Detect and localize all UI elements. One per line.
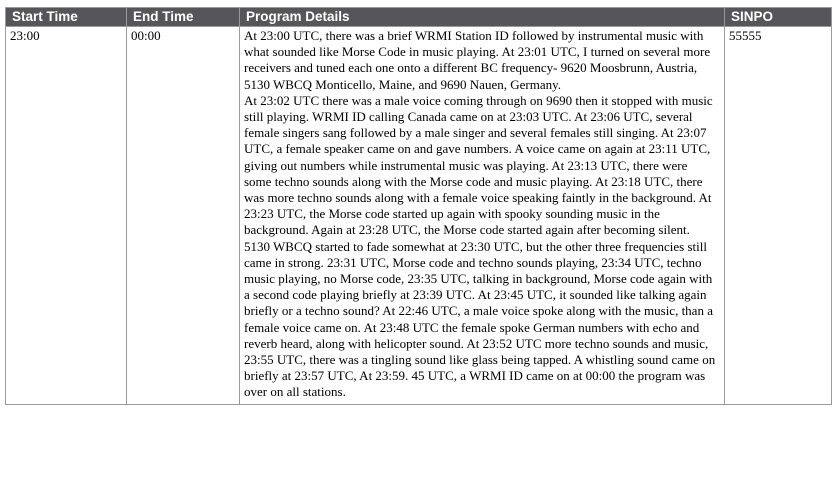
details-paragraph: At 23:00 UTC, there was a brief WRMI Station ID followed by instrumental music with what sounded like Morse Code in music playing. At 23:01 UTC, I turned on several more receivers and tuned each one onto a different BC frequency- 9620 Moosbrunn, Austria, 5130 WBCQ Monticello, Maine, and 9690 Nauen, Germany. [244,28,711,92]
sinpo-cell: 55555 [725,27,832,405]
header-end-time: End Time [127,8,240,27]
table-row [6,27,832,405]
header-program-details: Program Details [240,8,725,27]
details-paragraph: At 23:02 UTC there was a male voice coming through on 9690 then it stopped with music still playing. WRMI ID calling Canada came on at 23:03 UTC. At 23:06 UTC, several female singers sang followed by a male singer and several females still singing. At 23:07 UTC, a female speaker came on and gave numbers. A voice came on again at 23:11 UTC, giving out numbers while instrumental music was playing. At 23:13 UTC, there were some techno sounds along with the Morse code and music playing. At 23:18 UTC, there was more techno sounds along with a female voice speaking faintly in the background. At 23:23 UTC, the Morse code started up again with spooky sounding music in the background. Again at 23:28 UTC, the Morse code started again after becoming silent. 5130 WBCQ started to fade somewhat at 23:30 UTC, but the other three frequencies still came in strong. 23:31 UTC, Morse code and techno sounds playing, 23:34 UTC, techno music playing, no Morse code, 23:35 UTC, talking in background, Morse code again with a second code playing briefly at 23:39 UTC. At 23:45 UTC, it sounded like talking again briefly or a techno sound? At 22:46 UTC, a male voice spoke along with the music, than a female voice came on. At 23:48 UTC the female spoke German numbers with echo and reverb heard, along with helicopter sound. At 23:52 UTC more techno sounds and music, 23:55 UTC, there was a tingling sound like glass being tapped. A whistling sound came on briefly at 23:57 UTC, At 23:59. 45 UTC, a WRMI ID came on at 00:00 the program was over on all stations. [244,92,716,400]
start-time-cell: 23:00 [6,27,127,405]
program-details-cell [240,27,725,405]
header-sinpo: SINPO [725,8,832,27]
header-row [6,8,832,27]
end-time-cell: 00:00 [127,27,240,405]
header-start-time: Start Time [6,8,127,27]
program-log-table [5,7,832,405]
